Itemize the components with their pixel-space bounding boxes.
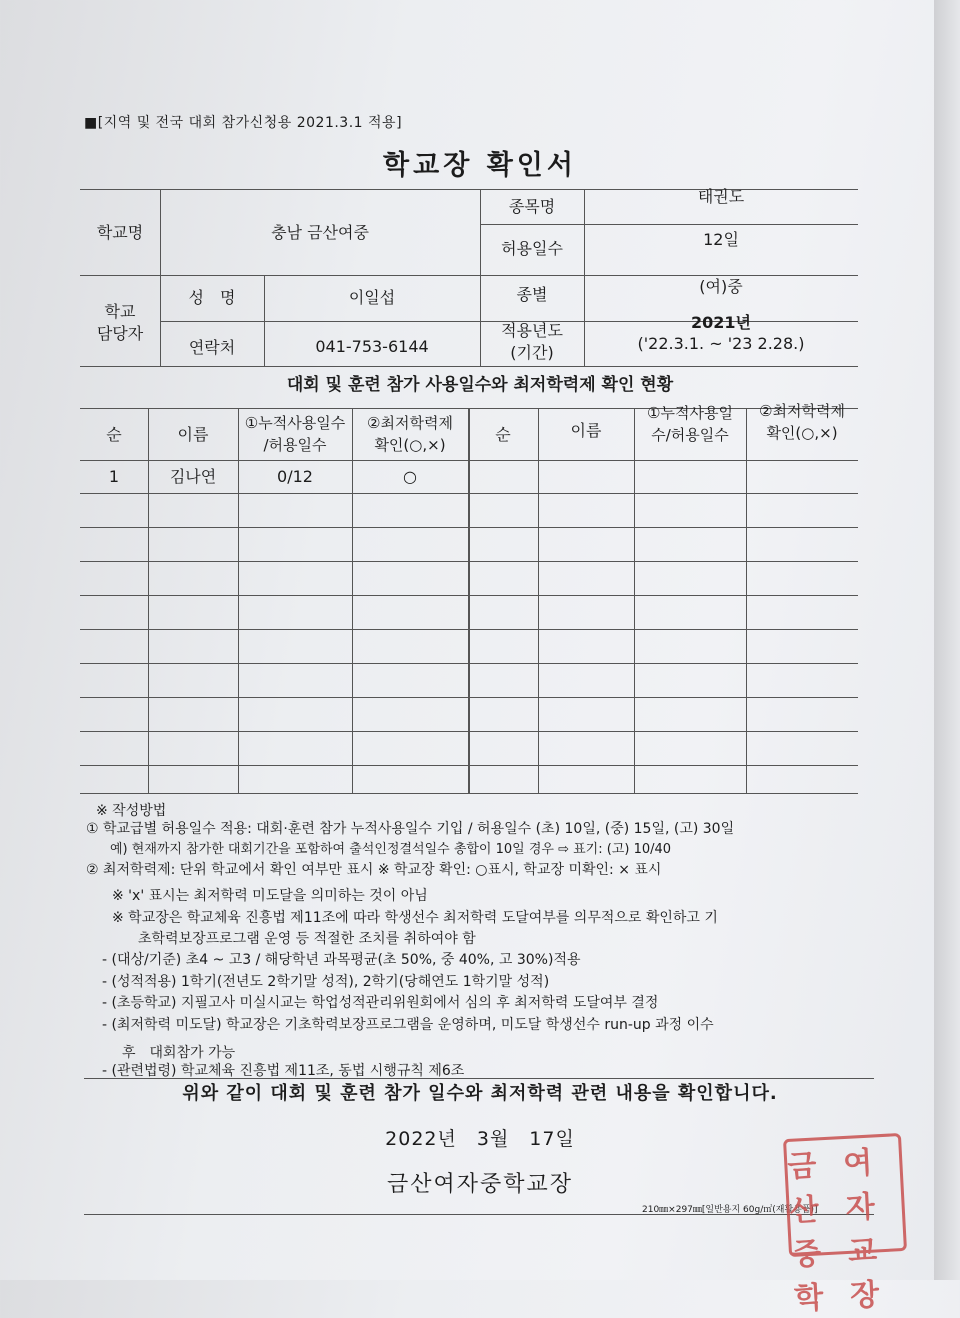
manager-label: 학교 담당자: [96, 302, 144, 343]
status-subtitle: 대회 및 훈련 참가 사용일수와 최저학력제 확인 현황: [286, 375, 674, 395]
contact-label: 연락처: [188, 338, 236, 357]
header-acad-left: ②최저학력제 확인(○,×): [367, 414, 453, 454]
paper-spec: 210㎜×297㎜[일반용지 60g/㎡(재활용품)]: [642, 1205, 818, 1215]
header-no-right: 순: [495, 425, 511, 444]
category-value: (여)중: [699, 277, 743, 296]
event-value: 태권도: [697, 187, 745, 206]
header-days-right: ①누적사용일 수/허용일수: [647, 404, 733, 444]
allowed-days-value: 12일: [703, 230, 739, 249]
row-no: 1: [108, 467, 120, 486]
year-value: 2021년 ('22.3.1. ~ '23 2.28.): [637, 313, 805, 353]
header-acad-right: ②최저학력제 확인(○,×): [759, 402, 845, 442]
header-no-left: 순: [106, 425, 122, 444]
category-label: 종별: [516, 285, 548, 304]
name-value: 이일섭: [348, 288, 396, 307]
header-days-left: ①누적사용일수 /허용일수: [244, 414, 346, 454]
year-label: 적용년도 (기간): [501, 321, 563, 362]
allowed-days-label: 허용일수: [501, 239, 563, 258]
school-seal-stamp: 금산 여자 중학 교장: [783, 1133, 907, 1257]
row-days: 0/12: [277, 467, 313, 486]
row-acad: ○: [403, 467, 417, 486]
contact-value: 041-753-6144: [315, 337, 429, 356]
form-header-tag: ■[지역 및 전국 대회 참가신청용 2021.3.1 적용]: [84, 115, 403, 131]
event-label: 종목명: [508, 197, 556, 216]
school-value: 충남 금산여중: [271, 223, 369, 242]
name-label: 성 명: [188, 288, 236, 307]
page-title: 학교장 확인서: [383, 150, 577, 181]
school-label: 학교명: [96, 223, 144, 242]
issue-date: 2022년 3월 17일: [385, 1128, 575, 1150]
header-name-right: 이름: [570, 421, 602, 440]
row-name: 김나연: [169, 467, 217, 486]
principal-name: 금산여자중학교장: [386, 1172, 574, 1197]
confirmation-statement: 위와 같이 대회 및 훈련 참가 일수와 최저학력 관련 내용을 확인합니다.: [182, 1083, 778, 1104]
header-name-left: 이름: [177, 425, 209, 444]
